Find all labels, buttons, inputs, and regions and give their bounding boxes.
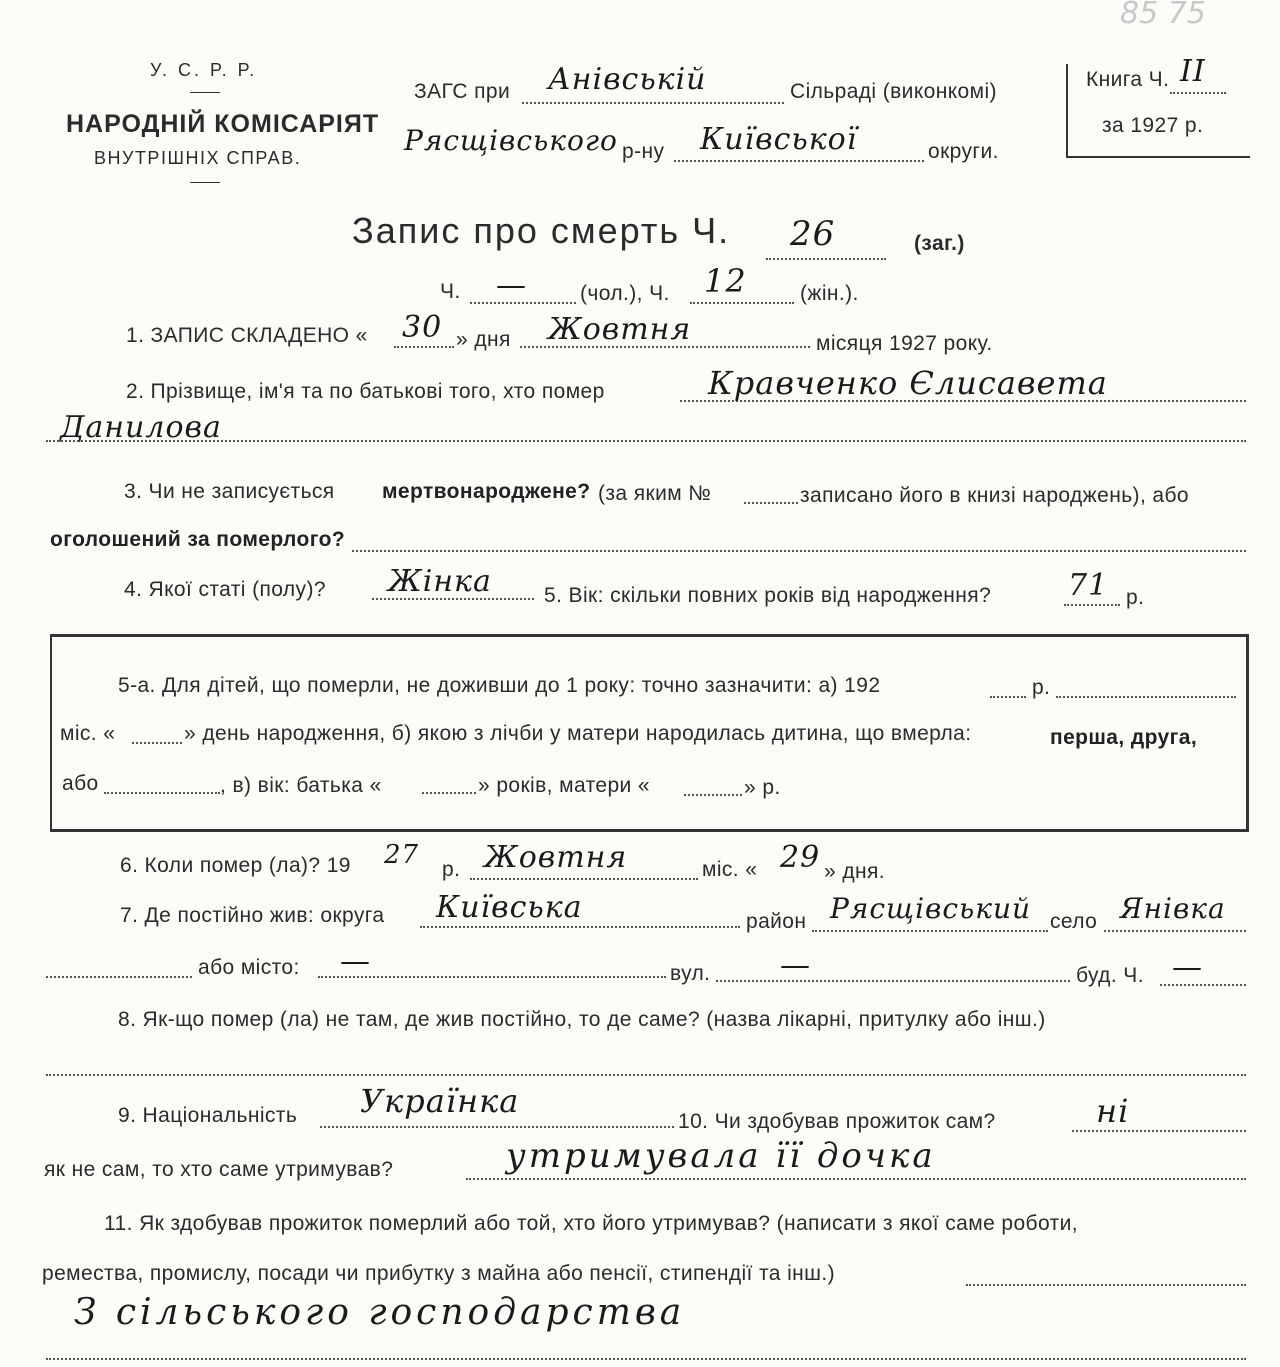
republic-label: У. С. Р. Р. — [150, 60, 258, 80]
record-number-handwritten: 26 — [790, 214, 836, 254]
item2-label: 2. Прізвище, ім'я та по батькові того, хто помер — [126, 380, 605, 403]
item3-part1: 3. Чи не записується — [124, 480, 335, 503]
male-count-handwritten: — — [496, 268, 527, 303]
age-handwritten: 71 — [1068, 568, 1109, 603]
sex-handwritten: Жінка — [388, 564, 492, 599]
house-label: буд. Ч. — [1076, 964, 1144, 987]
book-label: Книга Ч. — [1086, 68, 1170, 91]
item8-label: 8. Як-що помер (ла) не там, де жив постійно, то де саме? (назва лікарні, притулку або інш.) — [118, 1008, 1046, 1031]
city-label: або місто: — [198, 956, 300, 979]
council-handwritten: Анівській — [548, 62, 707, 97]
item5a-line3a: або — [62, 772, 99, 795]
item7-label: 7. Де постійно жив: округа — [120, 904, 385, 927]
female-count-handwritten: 12 — [704, 262, 747, 300]
city-handwritten: — — [340, 944, 371, 979]
item3-part2: (за яким № — [598, 482, 712, 505]
self-support-question: 10. Чи здобував прожиток сам? — [678, 1110, 996, 1133]
divider — [190, 92, 220, 93]
item5a-line1: 5-а. Для дітей, що померли, не доживши до 1 року: точно зазначити: а) 192 — [118, 674, 881, 697]
nationality-label: 9. Національність — [118, 1104, 298, 1127]
item6-end: » дня. — [824, 860, 885, 883]
death-year-handwritten: 27 — [384, 840, 420, 870]
book-number-handwritten: II — [1180, 54, 1206, 89]
stillborn-label: мертвонароджене? — [382, 480, 591, 503]
item3-part3: записано його в книзі народжень), або — [800, 484, 1189, 507]
supporter-label: як не сам, то хто саме утримував? — [44, 1158, 394, 1181]
okrug-suffix: округи. — [928, 140, 999, 163]
item5a-line2b: » день народження, б) якою з лічби у матери народилась дитина, що вмерла: — [184, 722, 972, 745]
item5a-line3b: , в) вік: батька « — [220, 774, 382, 797]
pencil-note: 85 75 — [1120, 0, 1206, 31]
selo-label: село — [1050, 910, 1098, 933]
residence-village-handwritten: Янівка — [1120, 892, 1226, 925]
supporter-handwritten: утримувала її дочка — [506, 1136, 936, 1176]
livelihood-handwritten: З сільського господарства — [74, 1292, 686, 1333]
divider — [190, 182, 220, 183]
street-label: вул. — [670, 962, 711, 985]
house-handwritten: — — [1172, 950, 1203, 985]
age-suffix: р. — [1126, 586, 1145, 609]
nationality-handwritten: Українка — [360, 1082, 520, 1120]
ch-label: Ч. — [440, 280, 461, 303]
total-label: (заг.) — [914, 232, 965, 255]
council-suffix: Сільраді (виконкомі) — [790, 80, 997, 103]
item5a-line3d: » р. — [744, 776, 781, 799]
raion-label: район — [746, 910, 807, 933]
item1-label: 1. ЗАПИС СКЛАДЕНО « — [126, 324, 368, 347]
death-month-handwritten: Жовтня — [484, 840, 628, 875]
item4-label: 4. Якої статі (полу)? — [124, 578, 326, 601]
item6-r: р. — [442, 858, 461, 881]
item6-label: 6. Коли помер (ла)? 19 — [120, 854, 351, 877]
title-text: Запис про смерть Ч. — [352, 210, 731, 251]
item1-mid: » дня — [456, 328, 511, 351]
male-label: (чол.), Ч. — [580, 282, 670, 305]
commissariat-title: НАРОДНІЙ КОМІСАРІЯТ — [66, 110, 380, 138]
item6-mis: міс. « — [702, 858, 758, 881]
record-month-handwritten: Жовтня — [548, 312, 692, 347]
item5a-line1-end: р. — [1032, 676, 1051, 699]
record-day-handwritten: 30 — [402, 310, 443, 345]
district-suffix: р-ну — [622, 140, 665, 163]
street-handwritten: — — [780, 948, 811, 983]
department-label: ВНУТРІШНІХ СПРАВ. — [94, 148, 302, 168]
patronymic-handwritten: Данилова — [60, 410, 222, 445]
deceased-name-handwritten: Кравченко Єлисавета — [708, 364, 1108, 402]
zags-prefix: ЗАГС при — [414, 80, 511, 103]
item5a-line2a: міс. « — [60, 722, 116, 745]
residence-raion-handwritten: Рясщівський — [830, 892, 1032, 925]
district-handwritten: Рясщівського — [404, 124, 618, 157]
item11-line2: ремества, промислу, посади чи прибутку з майна або пенсії, стипендії та інш.) — [42, 1262, 836, 1285]
age-label: 5. Вік: скільки повних років від народження? — [544, 584, 992, 607]
death-day-handwritten: 29 — [780, 840, 821, 875]
residence-okrug-handwritten: Київська — [436, 890, 583, 925]
item11-line1: 11. Як здобував прожиток померлий або той, хто його утримував? (написати з якої саме роботи, — [104, 1212, 1078, 1235]
birth-order-options: перша, друга, — [1050, 726, 1198, 749]
item1-suffix: місяця 1927 року. — [816, 332, 993, 355]
self-support-answer-handwritten: ні — [1096, 1092, 1130, 1130]
item5a-line3c: » років, матери « — [478, 774, 650, 797]
declared-dead-label: оголошений за померлого? — [50, 528, 346, 551]
book-year: за 1927 р. — [1102, 114, 1204, 137]
female-label: (жін.). — [800, 282, 859, 305]
okrug-handwritten: Київської — [700, 122, 858, 157]
